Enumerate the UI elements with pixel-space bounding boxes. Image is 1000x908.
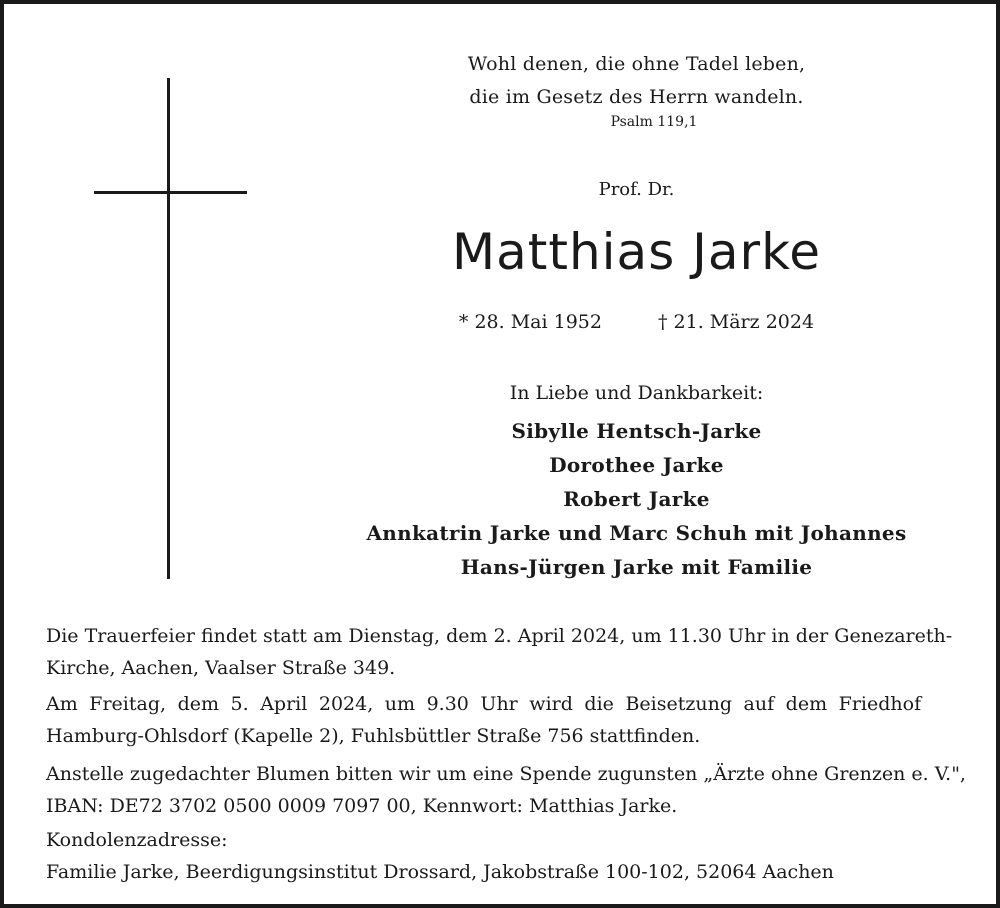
cross-icon-crossbar bbox=[94, 191, 247, 194]
text-line: Hamburg-Ohlsdorf (Kapelle 2), Fuhlsbüttler Straße 756 stattfinden. bbox=[46, 725, 701, 747]
birth-date: * 28. Mai 1952 bbox=[458, 311, 602, 333]
verse-line-1: Wohl denen, die ohne Tadel leben, bbox=[467, 53, 806, 75]
verse-reference: Psalm 119,1 bbox=[610, 114, 698, 130]
mourner-name: Annkatrin Jarke und Marc Schuh mit Johannes bbox=[366, 521, 907, 545]
donation-info bbox=[46, 758, 966, 822]
text-line: Die Trauerfeier findet statt am Dienstag, dem 2. April 2024, um 11.30 Uhr in der Genezareth- bbox=[46, 625, 953, 647]
text-line: Am Freitag, dem 5. April 2024, um 9.30 Uhr wird die Beisetzung auf dem Friedhof bbox=[46, 693, 922, 715]
dedication-line: In Liebe und Dankbarkeit: bbox=[509, 382, 764, 404]
condolence-label: Kondolenzadresse: bbox=[46, 829, 228, 851]
text-line: IBAN: DE72 3702 0500 0009 7097 00, Kennwort: Matthias Jarke. bbox=[46, 795, 678, 817]
life-dates bbox=[344, 308, 929, 336]
funeral-service-info bbox=[46, 620, 966, 684]
verse-line-2: die im Gesetz des Herrn wandeln. bbox=[469, 86, 804, 108]
academic-title: Prof. Dr. bbox=[598, 179, 675, 200]
mourner-name: Robert Jarke bbox=[563, 487, 710, 511]
burial-info bbox=[46, 688, 966, 752]
mourner-name: Hans-Jürgen Jarke mit Familie bbox=[460, 555, 813, 579]
text-line: Anstelle zugedachter Blumen bitten wir um eine Spende zugunsten „Ärzte ohne Grenzen e. V.", bbox=[46, 763, 966, 785]
condolence-address bbox=[46, 824, 966, 888]
mourner-name: Sibylle Hentsch-Jarke bbox=[511, 419, 762, 443]
condolence-address-line: Familie Jarke, Beerdigungsinstitut Drossard, Jakobstraße 100-102, 52064 Aachen bbox=[46, 861, 834, 883]
mourners-list bbox=[344, 414, 929, 584]
mourner-name: Dorothee Jarke bbox=[549, 453, 724, 477]
cross-icon bbox=[167, 78, 170, 579]
death-date: † 21. März 2024 bbox=[657, 311, 815, 333]
bible-verse bbox=[344, 48, 929, 114]
deceased-name: Matthias Jarke bbox=[451, 223, 822, 281]
text-line: Kirche, Aachen, Vaalser Straße 349. bbox=[46, 657, 396, 679]
